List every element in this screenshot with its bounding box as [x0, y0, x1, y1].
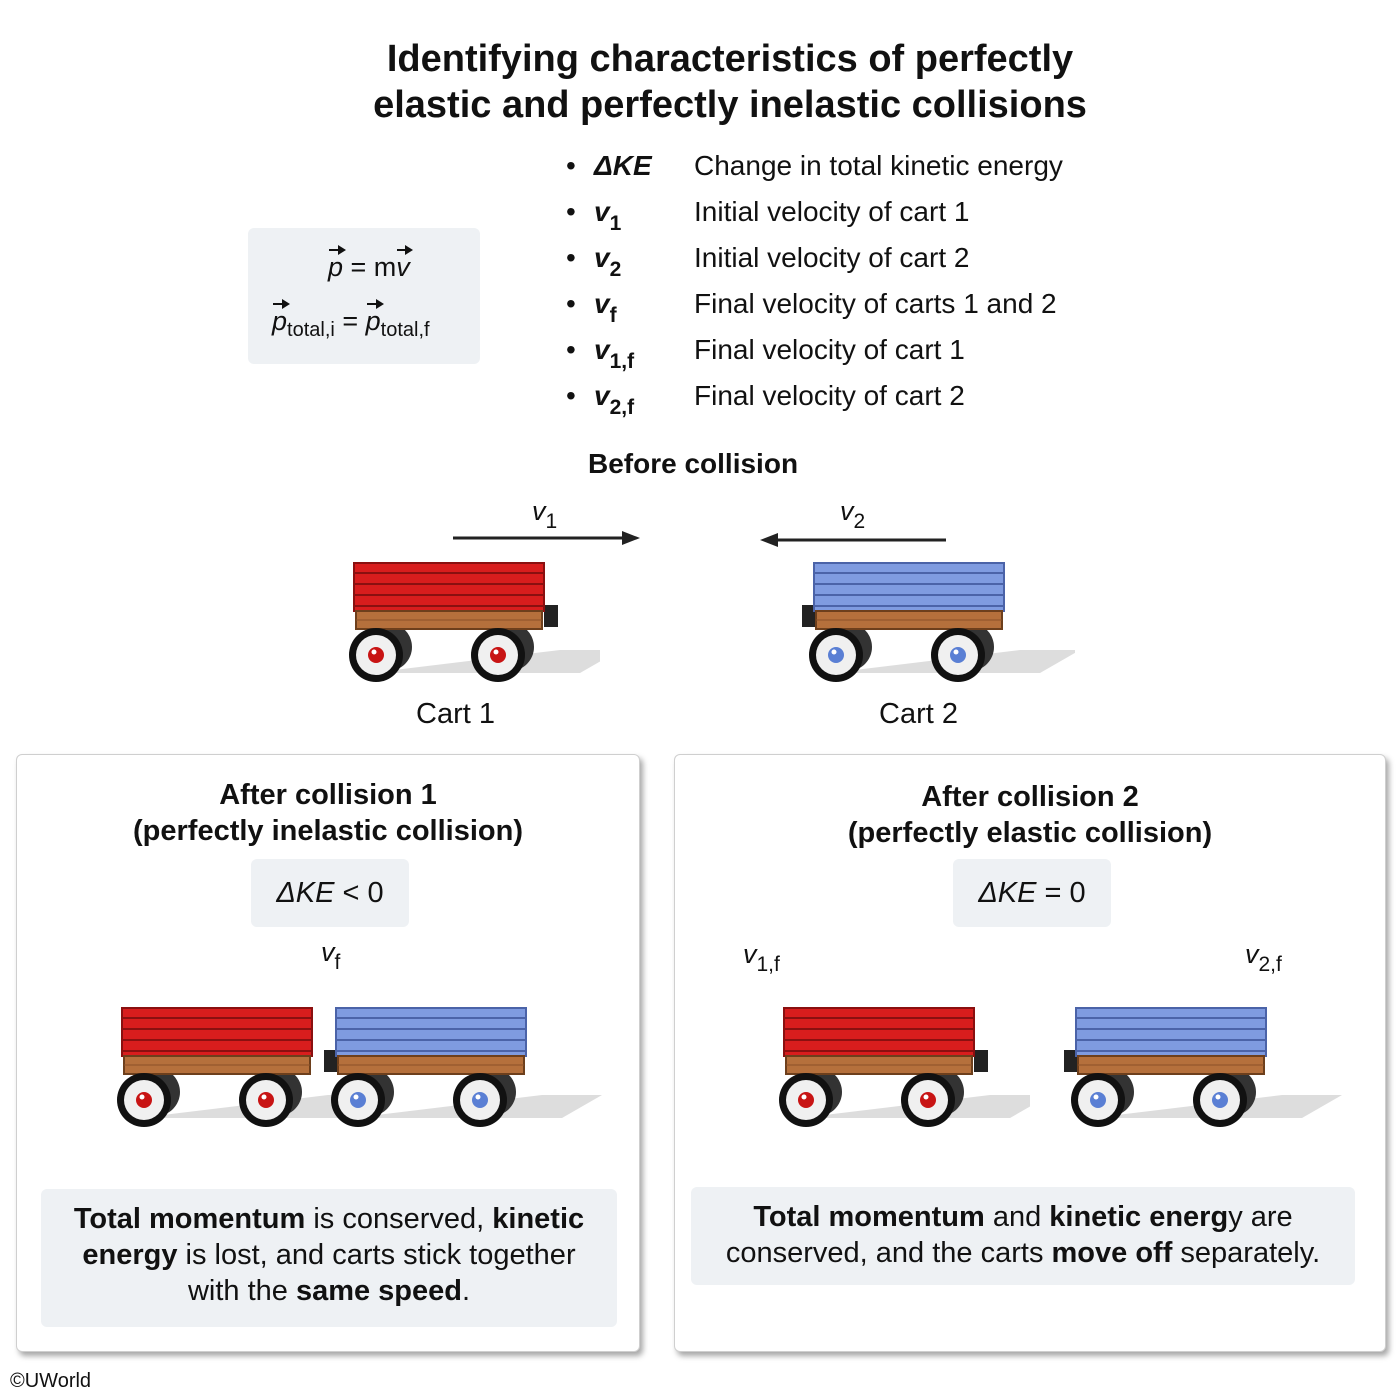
legend-description: Final velocity of cart 2 [694, 380, 965, 411]
v2-arrow [760, 533, 946, 547]
wheel [901, 1073, 955, 1127]
panel-2-description: Total momentum and kinetic energy are conserved, and the carts move off separately. [691, 1187, 1355, 1285]
legend-description: Change in total kinetic energy [694, 150, 1063, 181]
wagon [324, 1008, 602, 1127]
p-total-initial-sub: total,i [287, 319, 335, 341]
copyright: ©UWorld [10, 1370, 92, 1392]
legend-description: Final velocity of cart 1 [694, 334, 965, 365]
legend-symbol: $v_f$ [594, 288, 617, 327]
cart-2-label: Cart 2 [879, 698, 958, 730]
cart-body [1076, 1008, 1266, 1056]
before-collision-heading: Before collision [588, 448, 799, 479]
velocity-vector-v: v [396, 252, 410, 282]
cart-body [354, 563, 544, 611]
title-line-1: Identifying characteristics of perfectly [386, 38, 1074, 80]
cart-1-label: Cart 1 [416, 698, 495, 730]
v1-arrow [453, 531, 640, 545]
cart-1-after-inelastic [108, 1000, 348, 1145]
panel-1-description: Total momentum is conserved, kinetic energy is lost, and carts stick together with the same speed. [41, 1189, 617, 1327]
legend-description: Initial velocity of cart 1 [694, 196, 970, 227]
momentum-equals: = m [343, 252, 397, 282]
cart-body [122, 1008, 312, 1056]
legend-symbol: $v_{1,f}$ [594, 334, 635, 373]
cart-body [784, 1008, 974, 1056]
wagon [1064, 1008, 1342, 1127]
panel-1-title: After collision 1 (perfectly inelastic collision) [133, 779, 523, 847]
wheel [931, 628, 985, 682]
v2-label: $v_2$ [840, 496, 866, 533]
wheel [239, 1073, 293, 1127]
legend-description: Initial velocity of cart 2 [694, 242, 970, 273]
wheel [117, 1073, 171, 1127]
wheel [471, 628, 525, 682]
v1-label: $v_1$ [532, 496, 558, 533]
cart-1-before [340, 555, 600, 695]
cart-2-before [800, 555, 1075, 695]
cart-2-after-inelastic [322, 1000, 622, 1145]
legend-symbol: $v_2$ [594, 242, 622, 281]
p-total-final: p [365, 306, 381, 336]
conservation-equals: = [334, 306, 366, 336]
wagon [117, 1008, 348, 1127]
delta-ke-box: ΔKE < 0 [251, 859, 409, 927]
legend-symbol: ΔKE [594, 150, 652, 181]
cart-2-after-elastic [1062, 1000, 1382, 1145]
wheel [779, 1073, 833, 1127]
v2f-label: $v_{2,f}$ [1245, 939, 1282, 976]
front-bumper [544, 605, 558, 627]
p-total-initial: p [272, 306, 288, 336]
legend-description: Final velocity of carts 1 and 2 [694, 288, 1057, 319]
wheel [1071, 1073, 1125, 1127]
cart-1-after-elastic [770, 1000, 1030, 1145]
legend-symbol: $v_{2,f}$ [594, 380, 635, 419]
cart-body [336, 1008, 526, 1056]
delta-ke-box: ΔKE = 0 [953, 859, 1111, 927]
p-total-final-sub: total,f [380, 319, 430, 341]
wagon [802, 563, 1075, 682]
cart-body [814, 563, 1004, 611]
wheel [331, 1073, 385, 1127]
v1f-label: $v_{1,f}$ [743, 939, 780, 976]
title-line-2: elastic and perfectly inelastic collisions [373, 84, 1087, 126]
panel-2-title: After collision 2 (perfectly elastic collision) [847, 781, 1213, 849]
wheel [809, 628, 863, 682]
wagon [349, 563, 600, 682]
wagon [779, 1008, 1030, 1127]
wheel [453, 1073, 507, 1127]
front-bumper [974, 1050, 988, 1072]
wheel [1193, 1073, 1247, 1127]
legend-symbol: $v_1$ [594, 196, 622, 235]
vf-label: $v_f$ [321, 937, 341, 974]
wheel [349, 628, 403, 682]
momentum-vector-p: p [328, 252, 344, 282]
